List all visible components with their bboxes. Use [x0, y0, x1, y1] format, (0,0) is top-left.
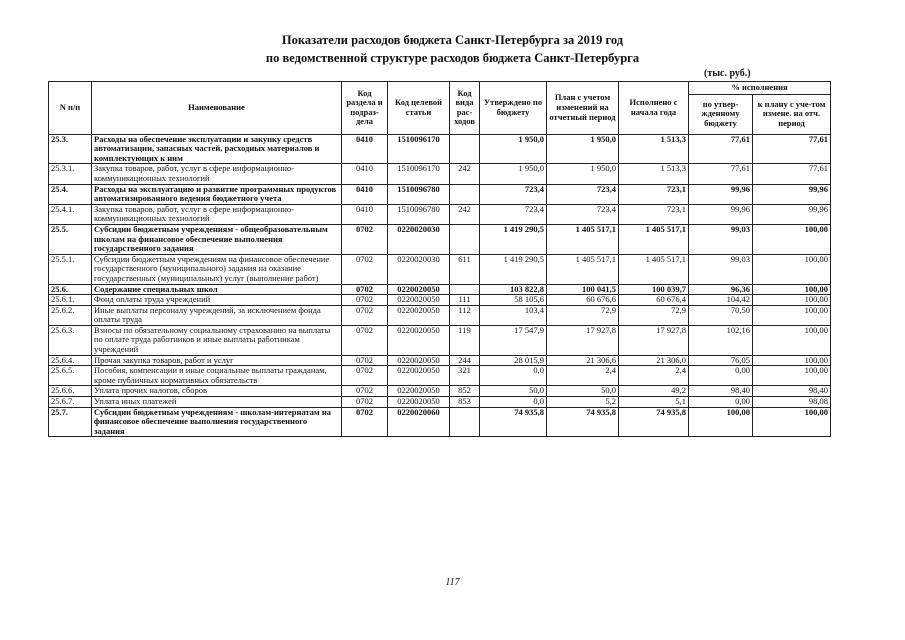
row-approved: 50,0	[480, 386, 547, 397]
row-name: Субсидии бюджетным учреждениям - общеобразовательным школам на финансовое обеспечение выполнения государственного задания	[92, 224, 342, 254]
row-plan: 100 041,5	[547, 284, 619, 295]
table-row	[49, 224, 831, 254]
row-pct-approved: 0,00	[689, 397, 753, 408]
row-plan: 72,9	[547, 305, 619, 325]
row-pct-approved: 104,42	[689, 295, 753, 306]
row-name: Прочая закупка товаров, работ и услуг	[92, 355, 342, 366]
table-row	[49, 164, 831, 184]
header-name: Наименование	[92, 82, 342, 135]
row-pct-approved: 76,05	[689, 355, 753, 366]
row-executed: 17 927,8	[619, 325, 689, 355]
row-num: 25.4.1.	[49, 204, 92, 224]
row-type-code	[450, 407, 480, 437]
row-approved: 17 547,9	[480, 325, 547, 355]
row-target-code: 0220020050	[388, 366, 450, 386]
row-num: 25.6.6.	[49, 386, 92, 397]
row-approved: 103,4	[480, 305, 547, 325]
row-executed: 1 405 517,1	[619, 224, 689, 254]
row-executed: 723,1	[619, 184, 689, 204]
header-pct-plan: к плану с уче-том измене. на отч. период	[753, 94, 831, 134]
table-row	[49, 254, 831, 284]
row-pct-plan: 100,00	[753, 355, 831, 366]
row-target-code: 0220020050	[388, 305, 450, 325]
row-num: 25.6.4.	[49, 355, 92, 366]
row-section-code: 0702	[342, 224, 388, 254]
table-row	[49, 284, 831, 295]
row-executed: 5,1	[619, 397, 689, 408]
row-plan: 2,4	[547, 366, 619, 386]
row-pct-approved: 98,40	[689, 386, 753, 397]
row-plan: 17 927,8	[547, 325, 619, 355]
table-row	[49, 305, 831, 325]
row-executed: 72,9	[619, 305, 689, 325]
row-approved: 58 105,6	[480, 295, 547, 306]
row-pct-plan: 100,00	[753, 305, 831, 325]
row-num: 25.5.	[49, 224, 92, 254]
row-type-code: 611	[450, 254, 480, 284]
row-target-code: 0220020030	[388, 224, 450, 254]
row-executed: 49,2	[619, 386, 689, 397]
table-row	[49, 407, 831, 437]
row-approved: 1 950,0	[480, 134, 547, 164]
row-pct-approved: 99,03	[689, 254, 753, 284]
row-approved: 74 935,8	[480, 407, 547, 437]
row-target-code: 1510096170	[388, 134, 450, 164]
row-type-code: 112	[450, 305, 480, 325]
row-plan: 21 306,6	[547, 355, 619, 366]
row-pct-approved: 70,50	[689, 305, 753, 325]
row-section-code: 0702	[342, 397, 388, 408]
row-plan: 5,2	[547, 397, 619, 408]
table-row	[49, 386, 831, 397]
row-type-code: 244	[450, 355, 480, 366]
row-type-code: 242	[450, 164, 480, 184]
row-num: 25.6.5.	[49, 366, 92, 386]
row-pct-plan: 100,00	[753, 325, 831, 355]
row-num: 25.6.2.	[49, 305, 92, 325]
row-target-code: 1510096780	[388, 184, 450, 204]
row-target-code: 0220020050	[388, 355, 450, 366]
row-executed: 60 676,4	[619, 295, 689, 306]
row-name: Закупка товаров, работ, услуг в сфере информационно-коммуникационных технологий	[92, 204, 342, 224]
row-pct-approved: 102,16	[689, 325, 753, 355]
row-pct-approved: 99,96	[689, 184, 753, 204]
row-section-code: 0702	[342, 295, 388, 306]
row-section-code: 0410	[342, 164, 388, 184]
table-row	[49, 204, 831, 224]
row-name: Уплата прочих налогов, сборов	[92, 386, 342, 397]
header-section-code: Код раздела и подраз-дела	[342, 82, 388, 135]
row-section-code: 0702	[342, 355, 388, 366]
table-row	[49, 134, 831, 164]
row-num: 25.3.	[49, 134, 92, 164]
row-plan: 1 950,0	[547, 164, 619, 184]
row-executed: 1 513,3	[619, 134, 689, 164]
row-section-code: 0410	[342, 204, 388, 224]
row-type-code: 852	[450, 386, 480, 397]
row-pct-plan: 100,00	[753, 224, 831, 254]
row-target-code: 1510096780	[388, 204, 450, 224]
row-pct-approved: 77,61	[689, 134, 753, 164]
row-approved: 723,4	[480, 184, 547, 204]
row-pct-plan: 100,00	[753, 295, 831, 306]
row-name: Взносы по обязательному социальному страхованию на выплаты по оплате труда работников и иные выплаты работникам учреждений	[92, 325, 342, 355]
row-section-code: 0702	[342, 254, 388, 284]
row-name: Уплата иных платежей	[92, 397, 342, 408]
row-target-code: 0220020050	[388, 325, 450, 355]
page-title: Показатели расходов бюджета Санкт-Петербурга за 2019 год	[281, 33, 624, 47]
row-section-code: 0702	[342, 407, 388, 437]
row-pct-plan: 98,08	[753, 397, 831, 408]
header-target-code: Код целевой статьи	[388, 82, 450, 135]
table-row	[49, 295, 831, 306]
row-target-code: 0220020050	[388, 284, 450, 295]
row-target-code: 0220020030	[388, 254, 450, 284]
row-target-code: 1510096170	[388, 164, 450, 184]
row-pct-approved: 99,96	[689, 204, 753, 224]
row-name: Расходы на обеспечение эксплуатации и закупку средств автоматизации, запасных частей, расходных материалов и комплектующих к ним	[92, 134, 342, 164]
row-type-code	[450, 284, 480, 295]
row-pct-plan: 99,96	[753, 204, 831, 224]
row-pct-plan: 100,00	[753, 284, 831, 295]
header-pct-group: % исполнения	[689, 82, 831, 95]
row-pct-plan: 99,96	[753, 184, 831, 204]
row-pct-plan: 100,00	[753, 366, 831, 386]
row-pct-plan: 98,40	[753, 386, 831, 397]
row-section-code: 0410	[342, 134, 388, 164]
row-pct-plan: 100,00	[753, 254, 831, 284]
table-row	[49, 355, 831, 366]
row-pct-plan: 77,61	[753, 134, 831, 164]
row-type-code	[450, 224, 480, 254]
row-pct-approved: 100,00	[689, 407, 753, 437]
row-name: Содержание специальных школ	[92, 284, 342, 295]
row-name: Расходы на эксплуатацию и развитие программных продуктов автоматизированного ведения бюджетного учета	[92, 184, 342, 204]
row-num: 25.4.	[49, 184, 92, 204]
row-num: 25.6.7.	[49, 397, 92, 408]
row-executed: 1 405 517,1	[619, 254, 689, 284]
row-type-code: 111	[450, 295, 480, 306]
row-num: 25.7.	[49, 407, 92, 437]
row-executed: 723,1	[619, 204, 689, 224]
row-approved: 0,0	[480, 366, 547, 386]
row-executed: 21 306,0	[619, 355, 689, 366]
header-plan: План с учетом изменений на отчетный период	[547, 82, 619, 135]
row-pct-plan: 100,00	[753, 407, 831, 437]
row-plan: 1 405 517,1	[547, 224, 619, 254]
row-plan: 60 676,6	[547, 295, 619, 306]
row-section-code: 0410	[342, 184, 388, 204]
row-pct-plan: 77,61	[753, 164, 831, 184]
row-plan: 1 950,0	[547, 134, 619, 164]
row-num: 25.6.	[49, 284, 92, 295]
row-section-code: 0702	[342, 305, 388, 325]
row-approved: 103 822,8	[480, 284, 547, 295]
row-plan: 74 935,8	[547, 407, 619, 437]
row-approved: 0,0	[480, 397, 547, 408]
row-type-code: 119	[450, 325, 480, 355]
table-row	[49, 325, 831, 355]
page-number: 117	[445, 577, 460, 588]
row-approved: 723,4	[480, 204, 547, 224]
row-section-code: 0702	[342, 325, 388, 355]
header-pct-approved: по утвер-жденному бюджету	[689, 94, 753, 134]
row-type-code: 853	[450, 397, 480, 408]
row-executed: 74 935,8	[619, 407, 689, 437]
row-pct-approved: 77,61	[689, 164, 753, 184]
row-approved: 1 419 290,5	[480, 254, 547, 284]
units-label: (тыс. руб.)	[704, 68, 751, 79]
row-plan: 1 405 517,1	[547, 254, 619, 284]
table-row	[49, 184, 831, 204]
row-target-code: 0220020060	[388, 407, 450, 437]
row-num: 25.6.3.	[49, 325, 92, 355]
row-type-code	[450, 134, 480, 164]
row-name: Субсидии бюджетным учреждениям на финансовое обеспечение государственного (муниципального) задания на оказание государственных (муниципальных) услуг (выполнение работ)	[92, 254, 342, 284]
row-executed: 2,4	[619, 366, 689, 386]
table-body	[49, 134, 831, 437]
row-approved: 28 015,9	[480, 355, 547, 366]
row-target-code: 0220020050	[388, 386, 450, 397]
row-approved: 1 950,0	[480, 164, 547, 184]
page-subtitle: по ведомственной структуре расходов бюджета Санкт-Петербурга	[265, 51, 640, 65]
header-approved: Утверждено по бюджету	[480, 82, 547, 135]
row-pct-approved: 0,00	[689, 366, 753, 386]
row-num: 25.5.1.	[49, 254, 92, 284]
row-pct-approved: 96,36	[689, 284, 753, 295]
row-name: Закупка товаров, работ, услуг в сфере информационно-коммуникационных технологий	[92, 164, 342, 184]
budget-table	[48, 81, 831, 437]
row-plan: 50,0	[547, 386, 619, 397]
row-section-code: 0702	[342, 386, 388, 397]
row-plan: 723,4	[547, 184, 619, 204]
table-row	[49, 366, 831, 386]
row-pct-approved: 99,03	[689, 224, 753, 254]
row-name: Пособия, компенсации и иные социальные выплаты гражданам, кроме публичных нормативных обязательств	[92, 366, 342, 386]
row-target-code: 0220020050	[388, 295, 450, 306]
row-name: Фонд оплаты труда учреждений	[92, 295, 342, 306]
row-section-code: 0702	[342, 366, 388, 386]
row-name: Субсидии бюджетным учреждениям - школам-интернатам на финансовое обеспечение выполнения государственного задания	[92, 407, 342, 437]
header-num: N п/п	[49, 82, 92, 135]
table-row	[49, 397, 831, 408]
header-type-code: Код вида рас-ходов	[450, 82, 480, 135]
row-type-code: 242	[450, 204, 480, 224]
row-name: Иные выплаты персоналу учреждений, за исключением фонда оплаты труда	[92, 305, 342, 325]
row-type-code	[450, 184, 480, 204]
row-approved: 1 419 290,5	[480, 224, 547, 254]
row-num: 25.6.1.	[49, 295, 92, 306]
row-executed: 1 513,3	[619, 164, 689, 184]
row-type-code: 321	[450, 366, 480, 386]
row-num: 25.3.1.	[49, 164, 92, 184]
row-executed: 100 039,7	[619, 284, 689, 295]
header-executed: Исполнено с начала года	[619, 82, 689, 135]
row-section-code: 0702	[342, 284, 388, 295]
row-plan: 723,4	[547, 204, 619, 224]
row-target-code: 0220020050	[388, 397, 450, 408]
